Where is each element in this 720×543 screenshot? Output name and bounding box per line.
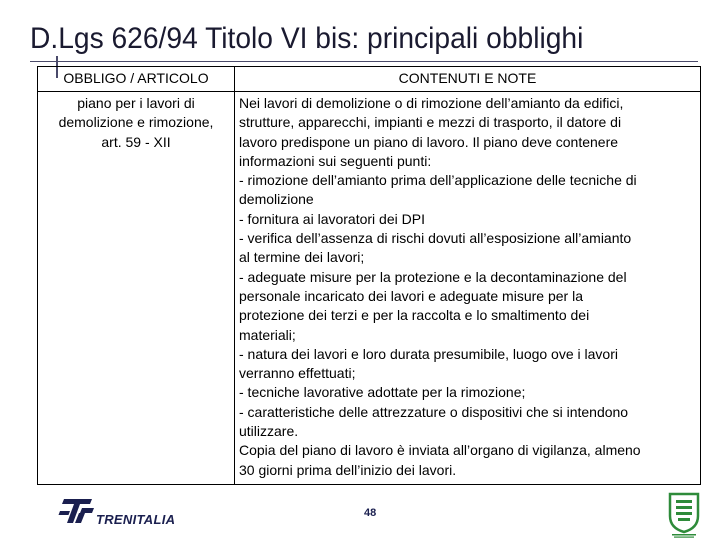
- header-obligation: OBBLIGO / ARTICOLO: [38, 67, 235, 92]
- content-line: al termine dei lavori;: [239, 249, 365, 266]
- content-line: informazioni sui seguenti punti:: [239, 152, 432, 169]
- content-line: - verifica dell’assenza di rischi dovuti all’esposizione all’amianto: [239, 230, 632, 247]
- obligations-table: [37, 66, 701, 485]
- obligation-cell: [38, 92, 235, 485]
- table-row: [38, 92, 701, 485]
- slide-title: D.Lgs 626/94 Titolo VI bis: principali obblighi: [30, 22, 584, 55]
- content-line: 30 giorni prima dell’inizio dei lavori.: [239, 461, 457, 478]
- content-line: - rimozione dell’amianto prima dell’applicazione delle tecniche di: [239, 172, 637, 189]
- crest-icon: [664, 490, 704, 538]
- table-header-row: [38, 67, 701, 92]
- content-line: - adeguate misure per la protezione e la decontaminazione del: [239, 268, 627, 285]
- content-line: utilizzare.: [239, 423, 299, 440]
- page-number: 48: [364, 507, 377, 519]
- content-line: strutture, apparecchi, impianti e mezzi di trasporto, il datore di: [239, 114, 622, 131]
- obligation-line: art. 59 - XII: [101, 133, 171, 150]
- content-line: lavoro predispone un piano di lavoro. Il piano deve contenere: [239, 133, 619, 150]
- content-line: Copia del piano di lavoro è inviata all’organo di vigilanza, almeno: [239, 442, 641, 459]
- content-line: Nei lavori di demolizione o di rimozione dell’amianto da edifici,: [239, 95, 624, 111]
- content-line: - tecniche lavorative adottate per la rimozione;: [239, 384, 526, 401]
- trenitalia-mark-icon: [58, 491, 98, 527]
- trenitalia-logo-text: TRENITALIA: [96, 512, 176, 527]
- header-contents: CONTENUTI E NOTE: [235, 67, 701, 92]
- content-line: - caratteristiche delle attrezzature o dispositivi che si intendono: [239, 403, 629, 420]
- obligation-line: piano per i lavori di: [77, 95, 195, 111]
- content-line: demolizione: [239, 191, 314, 208]
- content-line: verranno effettuati;: [239, 365, 356, 382]
- content-line: personale incaricato dei lavori e adeguate misure per la: [239, 287, 583, 304]
- content-line: materiali;: [239, 326, 296, 343]
- content-line: - fornitura ai lavoratori dei DPI: [239, 210, 425, 227]
- content-line: protezione dei terzi e per la raccolta e lo smaltimento dei: [239, 307, 590, 324]
- content-line: - natura dei lavori e loro durata presumibile, luogo ove i lavori: [239, 345, 618, 362]
- obligation-line: demolizione e rimozione,: [58, 114, 214, 131]
- title-underline: [30, 61, 698, 62]
- contents-cell: [235, 92, 701, 485]
